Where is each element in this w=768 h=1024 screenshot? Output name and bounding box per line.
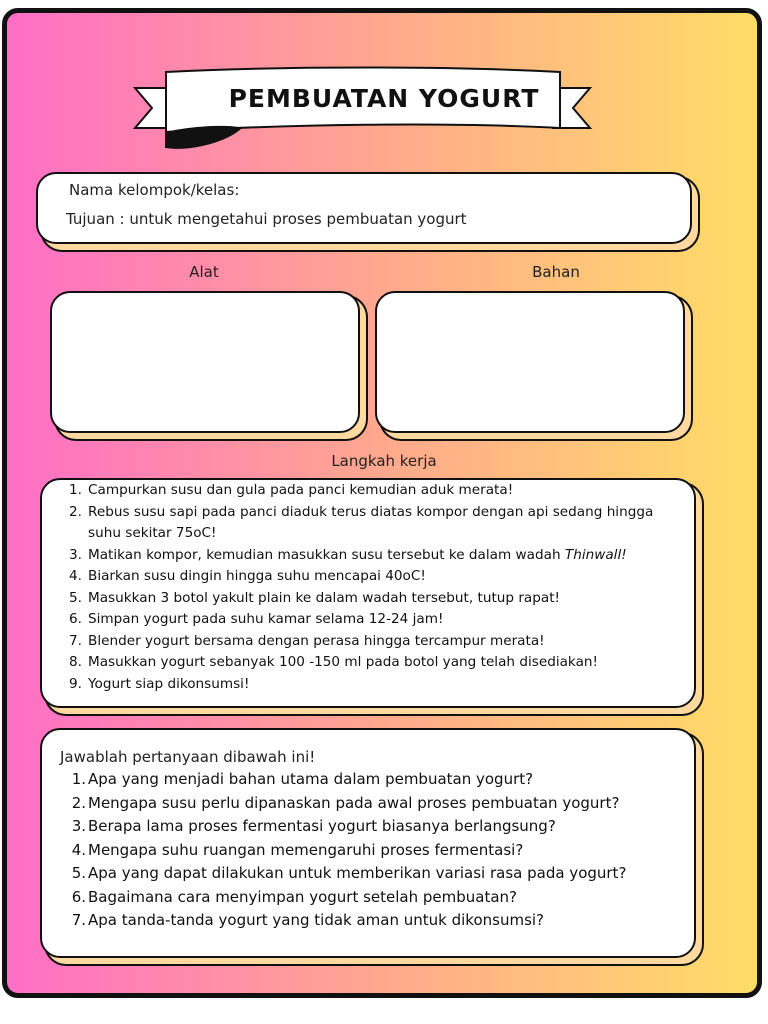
steps-label: Langkah kerja: [331, 452, 437, 470]
list-item: 1. Campurkan susu dan gula pada panci kemudian aduk merata!: [69, 482, 514, 498]
list-item: 5. Masukkan 3 botol yakult plain ke dalam wadah tersebut, tutup rapat!: [69, 589, 560, 606]
materials-label: Bahan: [532, 263, 580, 281]
group-name-label: Nama kelompok/kelas:: [69, 181, 240, 199]
question-item: 5. Apa yang dapat dilakukan untuk memberikan variasi rasa pada yogurt?: [71, 864, 627, 882]
question-item: 6. Bagaimana cara menyimpan yogurt setelah pembuatan?: [71, 887, 518, 906]
questions-intro: Jawablah pertanyaan dibawah ini!: [60, 748, 316, 766]
tools-label: Alat: [189, 263, 219, 281]
question-item: 4. Mengapa suhu ruangan memengaruhi proses fermentasi?: [71, 840, 524, 859]
tools-box[interactable]: [50, 291, 360, 433]
page-title: PEMBUATAN YOGURT: [228, 84, 540, 113]
list-item: 4. Biarkan susu dingin hingga suhu mencapai 40oC!: [69, 568, 426, 584]
question-item: 7. Apa tanda-tanda yogurt yang tidak aman untuk dikonsumsi?: [71, 911, 545, 929]
question-item: 1. Apa yang menjadi bahan utama dalam pembuatan yogurt?: [71, 770, 534, 788]
list-item: 3. Matikan kompor, kemudian masukkan susu tersebut ke dalam wadah Thinwall!: [69, 546, 627, 563]
list-item: 6. Simpan yogurt pada suhu kamar selama 12-24 jam!: [69, 611, 444, 627]
list-item: 2. Rebus susu sapi pada panci diaduk terus diatas kompor dengan api sedang hingga suhu sekitar 75oC!: [69, 503, 654, 541]
list-item: 7. Blender yogurt bersama dengan perasa hingga tercampur merata!: [69, 632, 545, 649]
steps-list: [52, 480, 684, 695]
list-item: 9. Yogurt siap dikonsumsi!: [69, 675, 250, 692]
question-item: 3. Berapa lama proses fermentasi yogurt biasanya berlangsung?: [71, 817, 556, 835]
materials-box[interactable]: [375, 291, 685, 433]
objective-text: Tujuan : untuk mengetahui proses pembuatan yogurt: [66, 210, 467, 228]
questions-list: [56, 768, 686, 933]
question-item: 2. Mengapa susu perlu dipanaskan pada awal proses pembuatan yogurt?: [71, 793, 620, 812]
list-item: 8. Masukkan yogurt sebanyak 100 -150 ml pada botol yang telah disediakan!: [69, 654, 598, 670]
